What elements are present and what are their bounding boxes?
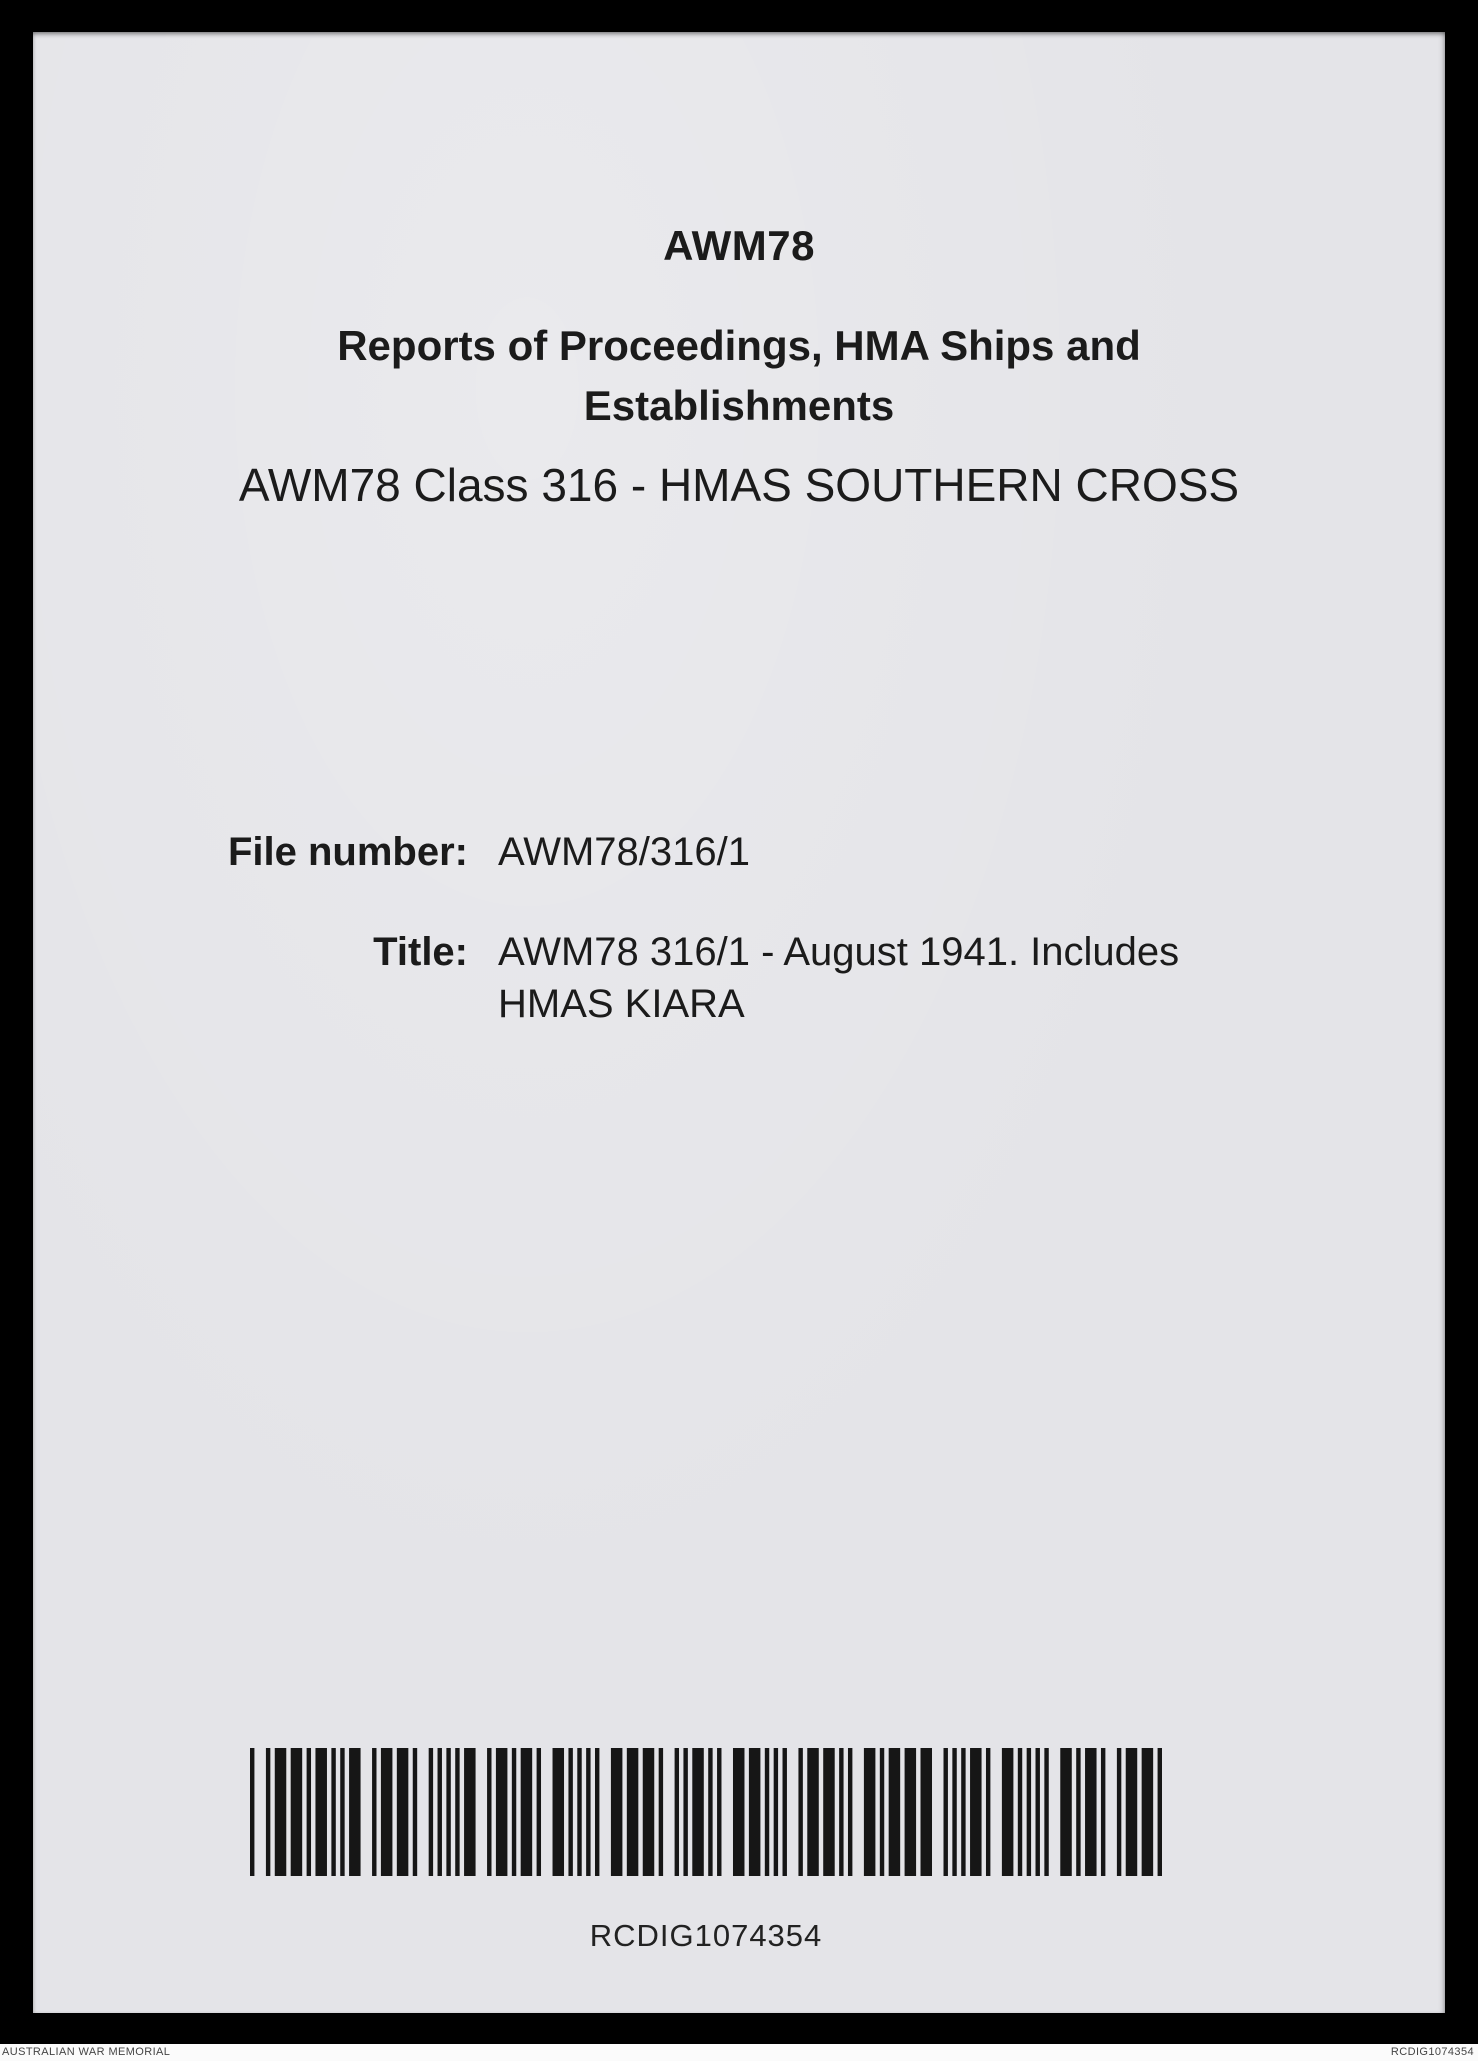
title-label: Title:: [373, 930, 468, 974]
metadata-fields: [33, 826, 1445, 1078]
barcode: [250, 1748, 1162, 1876]
paper-sheet: [33, 32, 1445, 2013]
report-heading: [113, 316, 1365, 436]
barcode-block: [250, 1748, 1162, 1954]
barcode-image: [250, 1748, 1162, 1876]
heading-line-1: Reports of Proceedings, HMA Ships and: [337, 322, 1141, 369]
heading-line-2: Establishments: [583, 382, 895, 429]
title-value: AWM78 316/1 - August 1941. Includes HMAS KIARA: [498, 930, 1180, 1026]
archive-name: AUSTRALIAN WAR MEMORIAL: [2, 2046, 171, 2058]
barcode-caption: RCDIG1074354: [589, 1918, 823, 1953]
title-row: [33, 926, 1445, 1030]
record-id: RCDIG1074354: [1390, 2046, 1474, 2058]
series-title: AWM78: [663, 222, 815, 269]
file-number-value: AWM78/316/1: [498, 830, 750, 874]
footer-bar: [0, 2044, 1478, 2061]
class-title: AWM78 Class 316 - HMAS SOUTHERN CROSS: [238, 459, 1240, 511]
file-number-row: [33, 826, 1445, 878]
file-number-label: File number:: [227, 830, 468, 874]
